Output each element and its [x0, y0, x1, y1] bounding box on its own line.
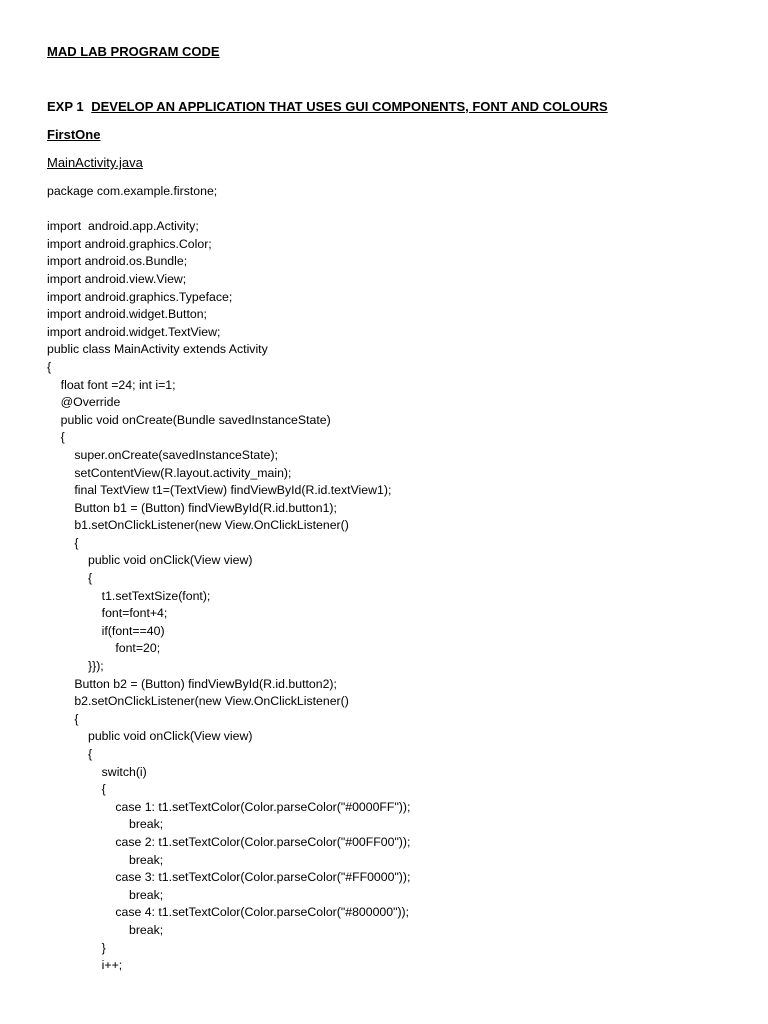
code-line: b2.setOnClickListener(new View.OnClickListener() [47, 694, 349, 709]
document-title: MAD LAB PROGRAM CODE [47, 44, 220, 59]
code-line: break; [47, 852, 164, 867]
code-listing [47, 183, 410, 975]
code-line: b1.setOnClickListener(new View.OnClickListener() [47, 518, 349, 533]
code-line: { [47, 782, 106, 797]
code-line: { [47, 747, 93, 761]
code-line: }}); [47, 659, 104, 674]
code-line: import android.widget.TextView; [47, 324, 221, 339]
code-line: import android.widget.Button; [47, 307, 207, 322]
experiment-title: DEVELOP AN APPLICATION THAT USES GUI COMPONENTS, FONT AND COLOURS [91, 99, 608, 114]
experiment-number: EXP 1 [47, 99, 84, 114]
code-line: t1.setTextSize(font); [47, 588, 211, 603]
code-line: font=20; [47, 641, 161, 656]
project-name: FirstOne [47, 127, 101, 142]
code-line: font=font+4; [47, 606, 168, 621]
code-line: @Override [47, 395, 121, 410]
code-line: public void onClick(View view) [47, 553, 253, 568]
code-line: public void onClick(View view) [47, 729, 253, 744]
code-line: import android.view.View; [47, 271, 187, 286]
code-line [47, 201, 410, 219]
code-line: { [47, 359, 52, 374]
code-line: if(font==40) [47, 623, 165, 638]
code-line: case 2: t1.setTextColor(Color.parseColor("#00FF00")); [47, 834, 411, 849]
code-line: setContentView(R.layout.activity_main); [47, 465, 292, 480]
code-line: import android.graphics.Color; [47, 236, 212, 251]
code-line: case 4: t1.setTextColor(Color.parseColor("#800000")); [47, 905, 410, 920]
code-line: final TextView t1=(TextView) findViewById(R.id.textView1); [47, 483, 392, 498]
experiment-heading [47, 99, 608, 114]
code-line: float font =24; int i=1; [47, 377, 176, 392]
code-line: import android.os.Bundle; [47, 254, 188, 269]
file-name: MainActivity.java [47, 155, 143, 170]
code-line: i++; [47, 958, 123, 973]
code-line: break; [47, 887, 164, 902]
code-line: } [47, 940, 106, 955]
code-line: { [47, 535, 79, 550]
code-line: package com.example.firstone; [47, 184, 218, 198]
code-line: { [47, 711, 79, 726]
code-line: public void onCreate(Bundle savedInstanceState) [47, 412, 331, 427]
code-line: break; [47, 922, 164, 937]
code-line: { [47, 430, 65, 445]
code-line: Button b2 = (Button) findViewById(R.id.button2); [47, 676, 337, 691]
code-line: case 3: t1.setTextColor(Color.parseColor("#FF0000")); [47, 870, 411, 885]
code-line: case 1: t1.setTextColor(Color.parseColor("#0000FF")); [47, 799, 411, 814]
code-line: import android.graphics.Typeface; [47, 289, 233, 304]
code-line: switch(i) [47, 764, 147, 779]
code-line: { [47, 571, 93, 586]
code-line: public class MainActivity extends Activity [47, 342, 268, 357]
code-line: import android.app.Activity; [47, 219, 199, 234]
code-line: Button b1 = (Button) findViewById(R.id.button1); [47, 500, 337, 515]
code-line: super.onCreate(savedInstanceState); [47, 447, 279, 462]
code-line: break; [47, 817, 164, 832]
